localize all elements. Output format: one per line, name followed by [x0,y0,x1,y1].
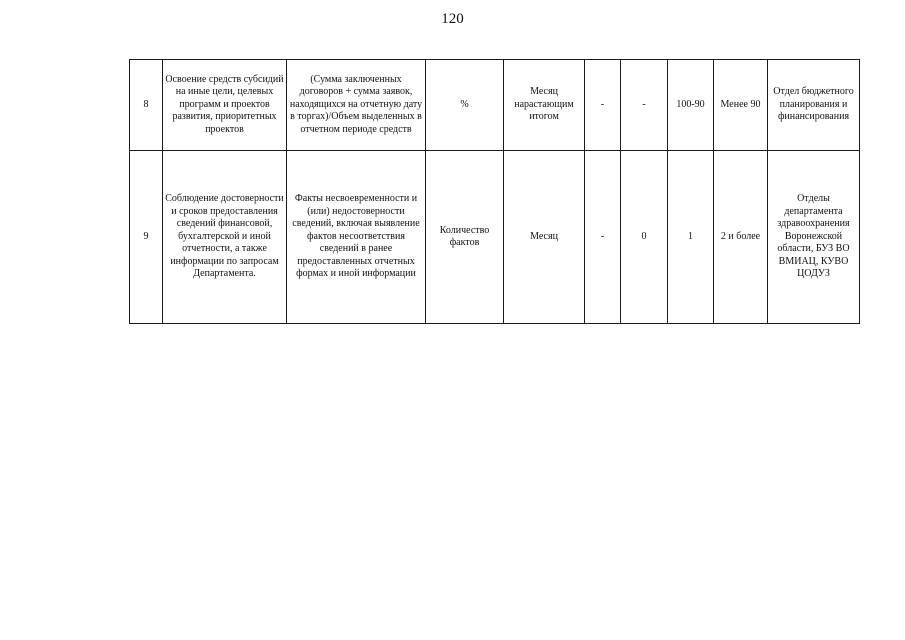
value-cell: - [585,60,621,151]
value-cell: - [585,151,621,324]
calculation-formula: (Сумма заключенных договоров + сумма заявок, находящихся на отчетную дату в торгах)/Объем выделенных в отчетном периоде средств [287,60,426,151]
row-number: 9 [130,151,163,324]
value-cell: 1 [668,151,714,324]
responsible-unit: Отдел бюджетного планирования и финансирования [768,60,860,151]
value-cell: 100-90 [668,60,714,151]
calculation-formula: Факты несвоевременности и (или) недостоверности сведений, включая выявление фактов несоответствия сведений в ранее предоставленных отчетных формах и иной информации [287,151,426,324]
table-row [130,60,860,151]
indicator-name: Освоение средств субсидий на иные цели, целевых программ и проектов развития, приоритетных проектов [163,60,287,151]
row-number: 8 [130,60,163,151]
reporting-period: Месяц нарастающим итогом [504,60,585,151]
unit-of-measure: % [426,60,504,151]
indicator-name: Соблюдение достоверности и сроков предоставления сведений финансовой, бухгалтерской и иной отчетности, а также информации по запросам Департамента. [163,151,287,324]
reporting-period: Месяц [504,151,585,324]
unit-of-measure: Количество фактов [426,151,504,324]
value-cell: 2 и более [714,151,768,324]
value-cell: - [621,60,668,151]
indicator-table [129,59,860,324]
responsible-unit: Отделы департамента здравоохранения Воронежской области, БУЗ ВО ВМИАЦ, КУВО ЦОДУЗ [768,151,860,324]
table-row [130,151,860,324]
page-number: 120 [441,11,464,27]
value-cell: 0 [621,151,668,324]
value-cell: Менее 90 [714,60,768,151]
